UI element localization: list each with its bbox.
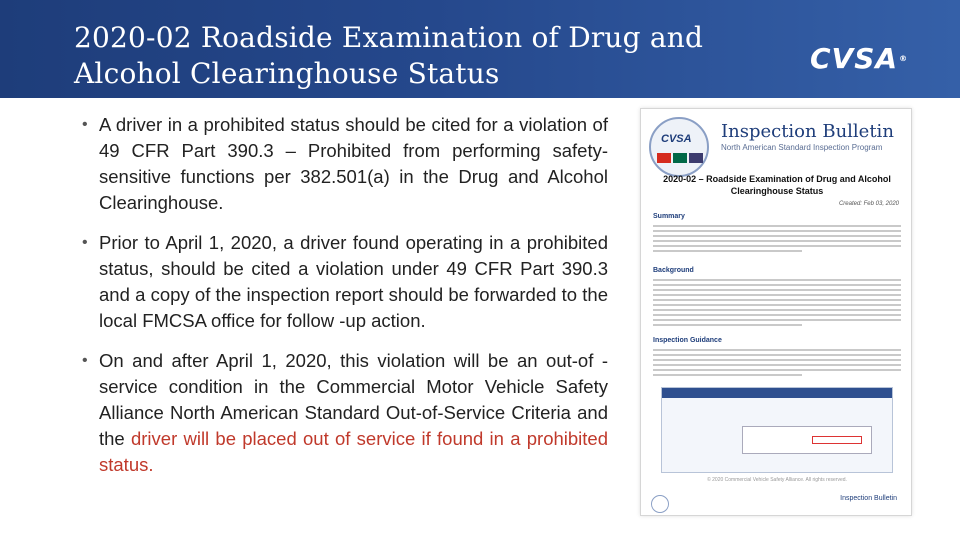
footer-brand: Inspection Bulletin bbox=[840, 495, 897, 502]
bullet-item: • Prior to April 1, 2020, a driver found operating in a prohibited status, should be cited a violation under 49 CFR Part 390.3 and a copy of the inspection report should be forwarded to the local FMCSA office for follow -up action. bbox=[82, 230, 608, 334]
section-heading-background: Background bbox=[653, 267, 694, 274]
bulletin-footer: © 2020 Commercial Vehicle Safety Alliance. All rights reserved. bbox=[707, 477, 847, 483]
bullet-list bbox=[82, 112, 608, 492]
clearinghouse-screenshot-image bbox=[661, 387, 893, 473]
bullet-text: On and after April 1, 2020, this violation will be an out-of -service condition in the Commercial Motor Vehicle Safety Alliance North American Standard Out-of-Service Criteria and the bbox=[99, 350, 608, 449]
section-heading-summary: Summary bbox=[653, 213, 685, 220]
cvsa-logo bbox=[810, 44, 930, 74]
slide-header bbox=[0, 0, 960, 98]
logo-registered-mark: ® bbox=[899, 54, 909, 63]
bulletin-title: 2020-02 – Roadside Examination of Drug and Alcohol Clearinghouse Status bbox=[663, 174, 891, 196]
bulletin-brand: Inspection Bulletin bbox=[721, 121, 894, 142]
logo-text: CVSA bbox=[810, 42, 899, 75]
slide-title bbox=[74, 20, 794, 92]
section-heading-guidance: Inspection Guidance bbox=[653, 337, 722, 344]
title-line-1: 2020-02 Roadside Examination of Drug and bbox=[74, 21, 704, 54]
bullet-text-highlight: driver will be placed out of service if found in a prohibited status. bbox=[99, 428, 608, 475]
flags-icon bbox=[657, 153, 703, 163]
guidance-text-block bbox=[653, 349, 901, 379]
footer-seal-icon bbox=[651, 495, 669, 513]
title-line-2: Alcohol Clearinghouse Status bbox=[74, 57, 500, 90]
bullet-item: • A driver in a prohibited status should be cited for a violation of 49 CFR Part 390.3 – Prohibited from performing safety-sensitive functions per 382.501(a) in the Drug and Alcohol Clearinghouse. bbox=[82, 112, 608, 216]
seal-text: CVSA bbox=[661, 133, 692, 145]
summary-text-block bbox=[653, 225, 901, 255]
cvsa-seal-icon bbox=[649, 117, 709, 177]
bulletin-subtitle: North American Standard Inspection Program bbox=[721, 143, 883, 152]
inspection-bulletin-document bbox=[640, 108, 912, 516]
background-text-block bbox=[653, 279, 901, 329]
bulletin-date: Created: Feb 03, 2020 bbox=[838, 201, 899, 207]
bullet-item bbox=[82, 348, 608, 478]
